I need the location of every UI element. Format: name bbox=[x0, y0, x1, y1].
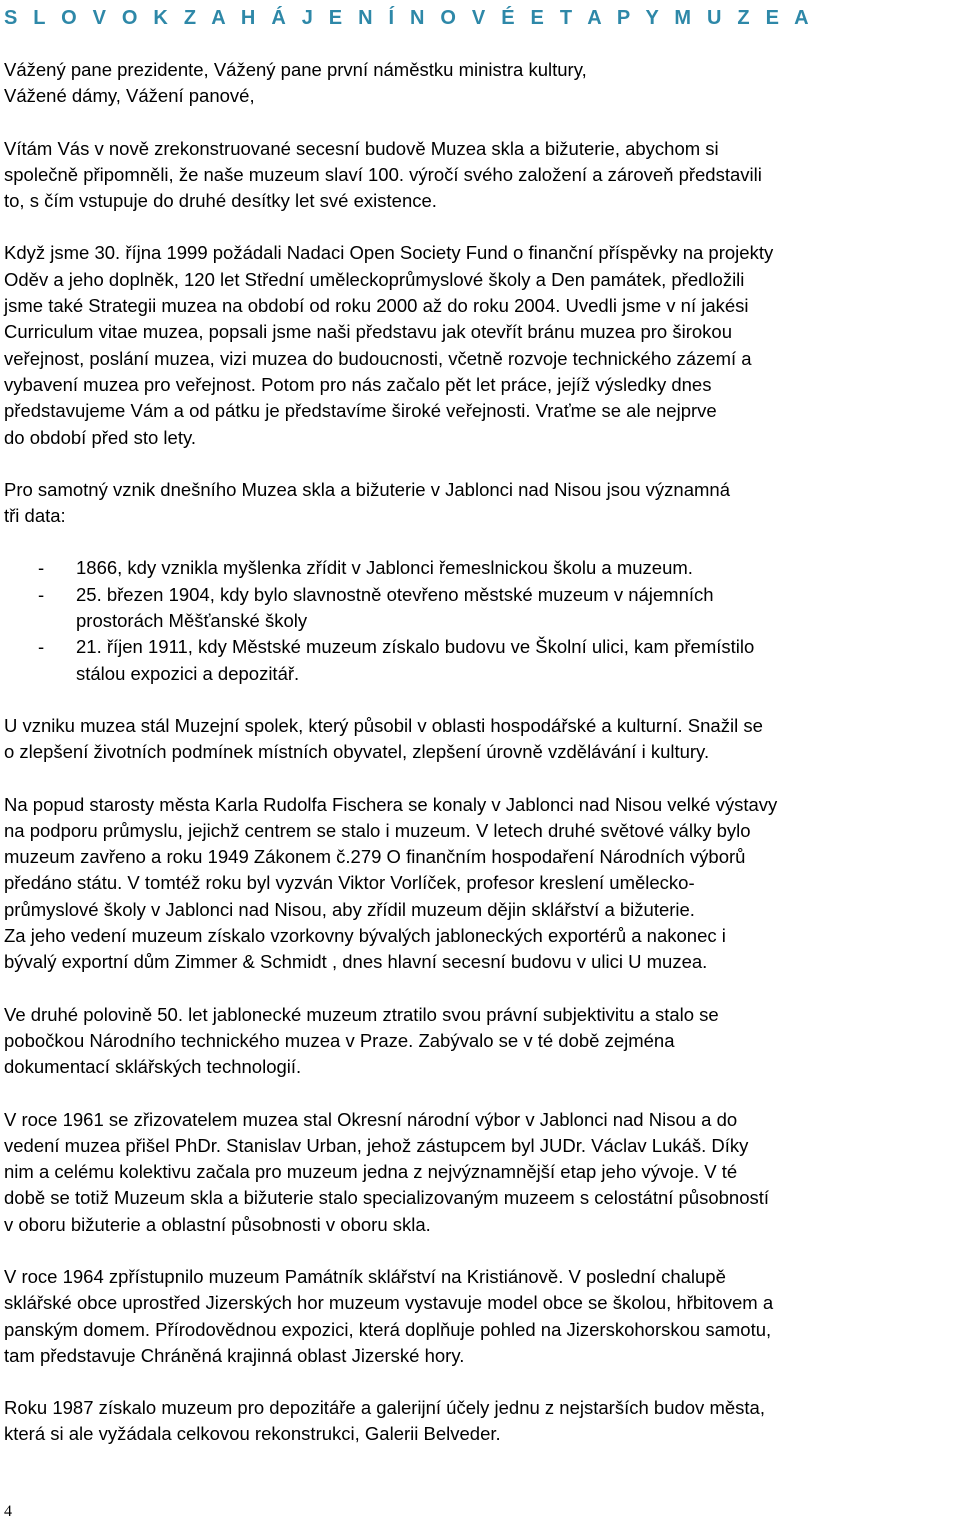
text-line: dokumentací sklářských technologií. bbox=[4, 1056, 302, 1078]
list-item bbox=[4, 555, 960, 581]
text-line: Vítám Vás v nově zrekonstruované secesní budově Muzea skla a bižuterie, abychom si bbox=[4, 137, 719, 159]
paragraph-strategy bbox=[4, 240, 960, 450]
text-line: 21. říjen 1911, kdy Městské muzeum získalo budovu ve Školní ulici, kam přemístilo bbox=[76, 636, 755, 658]
text-line: pobočkou Národního technického muzea v Praze. Zabývalo se v té době zejména bbox=[4, 1029, 675, 1051]
text-line: průmyslové školy v Jablonci nad Nisou, aby zřídil muzeum dějin sklářství a bižuterie. bbox=[4, 898, 695, 920]
paragraph-fischer bbox=[4, 792, 960, 976]
text-line: bývalý exportní dům Zimmer & Schmidt , dnes hlavní secesní budovu v ulici U muzea. bbox=[4, 951, 708, 973]
text-line: vedení muzea přišel PhDr. Stanislav Urban, jehož zástupcem byl JUDr. Václav Lukáš. Díky bbox=[4, 1134, 749, 1156]
text-line: tam představuje Chráněná krajinná oblast Jizerské hory. bbox=[4, 1344, 465, 1366]
text-line: Curriculum vitae muzea, popsali jsme naši představu jak otevřít bránu muzea pro širokou bbox=[4, 321, 732, 343]
document-page bbox=[4, 0, 960, 1448]
text-line: sklářské obce uprostřed Jizerských hor muzeum vystavuje model obce se školou, hřbitovem a bbox=[4, 1292, 774, 1314]
text-line: v oboru bižuterie a oblastní působnosti v oboru skla. bbox=[4, 1213, 431, 1235]
paragraph-1987 bbox=[4, 1395, 960, 1448]
text-line: Na popud starosty města Karla Rudolfa Fischera se konaly v Jablonci nad Nisou velké výstavy bbox=[4, 793, 778, 815]
dates-list bbox=[4, 555, 960, 686]
text-line: muzeum zavřeno a roku 1949 Zákonem č.279 O finančním hospodaření Národních výborů bbox=[4, 846, 746, 868]
list-dash: - bbox=[38, 636, 45, 658]
text-line: Ve druhé polovině 50. let jablonecké muzeum ztratilo svou právní subjektivitu a stalo se bbox=[4, 1003, 719, 1025]
text-line: Když jsme 30. října 1999 požádali Nadaci Open Society Fund o finanční příspěvky na projekty bbox=[4, 242, 774, 264]
text-line: Vážené dámy, Vážení panové, bbox=[4, 85, 255, 107]
paragraph-welcome bbox=[4, 136, 960, 215]
text-line: době se totiž Muzeum skla a bižuterie stalo specializovaným muzeem s celostátní působností bbox=[4, 1187, 770, 1209]
text-line: jsme také Strategii muzea na období od roku 2000 až do roku 2004. Uvedli jsme v ní jakési bbox=[4, 295, 749, 317]
text-line: prostorách Měšťanské školy bbox=[76, 610, 308, 632]
text-line: Vážený pane prezidente, Vážený pane první náměstku ministra kultury, bbox=[4, 59, 587, 80]
text-line: nim a celému kolektivu začala pro muzeum jedna z nejvýznamnější etap jeho vývoje. V té bbox=[4, 1161, 738, 1183]
list-item bbox=[4, 582, 960, 635]
text-line: na podporu průmyslu, jejichž centrem se stalo i muzeum. V letech druhé světové války bylo bbox=[4, 819, 751, 841]
list-dash: - bbox=[38, 583, 45, 605]
paragraph-1964 bbox=[4, 1264, 960, 1369]
text-line: veřejnost, poslání muzea, vizi muzea do budoucnosti, včetně rozvoje technického zázemí a bbox=[4, 347, 752, 369]
text-line: o zlepšení životních podmínek místních obyvatel, zlepšení úrovně vzdělávání i kultury. bbox=[4, 741, 710, 763]
text-line: V roce 1964 zpřístupnilo muzeum Památník sklářství na Kristiánově. V poslední chalupě bbox=[4, 1265, 726, 1287]
text-line: U vzniku muzea stál Muzejní spolek, který působil v oblasti hospodářské a kulturní. Snažil se bbox=[4, 714, 763, 736]
list-dash: - bbox=[38, 557, 45, 579]
text-line: V roce 1961 se zřizovatelem muzea stal Okresní národní výbor v Jablonci nad Nisou a do bbox=[4, 1108, 738, 1130]
text-line: 25. březen 1904, kdy bylo slavnostně otevřeno městské muzeum v nájemních bbox=[76, 583, 714, 605]
text-line: to, s čím vstupuje do druhé desítky let své existence. bbox=[4, 190, 437, 212]
text-line: Oděv a jeho doplněk, 120 let Střední uměleckoprůmyslové školy a Den památek, předložili bbox=[4, 268, 745, 290]
text-line: Pro samotný vznik dnešního Muzea skla a bižuterie v Jablonci nad Nisou jsou významná bbox=[4, 478, 730, 500]
text-line: 1866, kdy vznikla myšlenka zřídit v Jablonci řemeslnickou školu a muzeum. bbox=[76, 557, 693, 579]
text-line: tři data: bbox=[4, 505, 66, 527]
list-item bbox=[4, 634, 960, 687]
text-line: panským domem. Přírodovědnou expozici, která doplňuje pohled na Jizerskohorskou samotu, bbox=[4, 1318, 772, 1340]
speech-heading: S L O V O K Z A H Á J E N Í N O V É E T A P Y M U Z E A bbox=[4, 7, 814, 29]
greeting-paragraph bbox=[4, 57, 960, 110]
text-line: Za jeho vedení muzeum získalo vzorkovny bývalých jabloneckých exportérů a nakonec i bbox=[4, 925, 726, 947]
text-line: do období před sto lety. bbox=[4, 426, 196, 448]
text-line: vybavení muzea pro veřejnost. Potom pro nás začalo pět let práce, jejíž výsledky dnes bbox=[4, 373, 712, 395]
text-line: představujeme Vám a od pátku je představíme široké veřejnosti. Vraťme se ale nejprve bbox=[4, 400, 717, 422]
paragraph-museum-society bbox=[4, 713, 960, 766]
text-line: společně připomněli, že naše muzeum slaví 100. výročí svého založení a zároveň představili bbox=[4, 163, 762, 185]
paragraph-fifties bbox=[4, 1002, 960, 1081]
text-line: která si ale vyžádala celkovou rekonstrukci, Galerii Belveder. bbox=[4, 1423, 501, 1445]
paragraph-1961 bbox=[4, 1107, 960, 1238]
text-line: Roku 1987 získalo muzeum pro depozitáře a galerijní účely jednu z nejstarších budov města, bbox=[4, 1397, 765, 1419]
paragraph-three-dates bbox=[4, 477, 960, 530]
text-line: stálou expozici a depozitář. bbox=[76, 662, 300, 684]
page-number: 4 bbox=[4, 1503, 12, 1520]
text-line: předáno státu. V tomtéž roku byl vyzván Viktor Vorlíček, profesor kreslení umělecko- bbox=[4, 872, 695, 894]
